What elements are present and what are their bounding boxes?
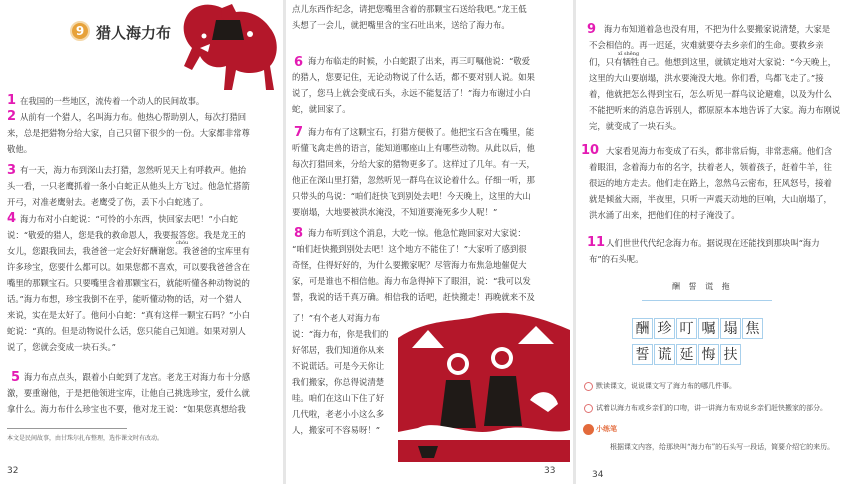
small-practice-text: 根据课文内容，给那块叫“海力布”的石头写一段话，简要介绍它的来历。 <box>610 443 835 451</box>
text-line: 来，总是把猎物分给大家，自己只留下很少的一份。大家都非常尊 <box>7 128 250 138</box>
page-32 <box>0 0 283 484</box>
para-number: 4 <box>7 211 17 226</box>
vocab-grid-row-2 <box>632 344 763 365</box>
text-line: 他正在深山里打猎，忽然听见一群鸟在议论着什么。仔细一听，那 <box>292 175 535 185</box>
text-line: 海力布有了这颗宝石，打猎方便极了。他把宝石含在嘴里，能 <box>308 127 535 137</box>
vocab-title: 酬 誓 谎 拖 <box>672 282 733 291</box>
text-line: 誓，我说的话千真万确。相信我的话吧，赶快搬走！再晚就来不及 <box>292 292 535 302</box>
text-line: 只带头的鸟说：“咱们赶快飞到别处去吧！今天晚上，这里的大山 <box>292 191 531 201</box>
text-line: 们，只有牺牲自己。他想到这里，就镇定地对大家说：“今天晚上， <box>589 57 837 67</box>
text-line: 说：“海力布，你是我们的 <box>292 329 389 339</box>
ruby-annotation: chóu <box>176 240 189 246</box>
text-line: 来说，实在是太好了。他问小白蛇：“真有这样一颗宝石吗？”小白 <box>7 310 251 320</box>
text-line: 着眼泪，念着海力布的名字，扶着老人，领着孩子，赶着牛羊，往 <box>589 162 832 172</box>
small-practice-label: 小练笔 <box>596 424 617 433</box>
vocab-char: 扶 <box>720 344 741 365</box>
pencil-icon <box>583 424 594 435</box>
page-34 <box>576 0 860 484</box>
text-line: 女儿，您跟我回去，我爸爸一定会好好酬谢您。我爸爸的宝库里有 <box>7 246 250 256</box>
text-line: 海力布点点头，跟着小白蛇到了龙宫。老龙王对海力布十分感 <box>24 372 251 382</box>
text-line: 不说谎话。可是今天你让 <box>292 361 385 371</box>
text-line: 要崩塌，大地要被洪水淹没，不知道要淹死多少人呢！” <box>292 207 498 217</box>
text-line: 点儿东西作纪念，请把您嘴里含着的那颗宝石送给我吧。”龙王低 <box>292 4 527 14</box>
text-line: 了！”有个老人对海力布 <box>292 313 381 323</box>
text-line: 人们世世代代纪念海力布。据说现在还能找到那块叫“海力 <box>606 238 820 248</box>
text-line: 在我国的一些地区，流传着一个动人的民间故事。 <box>20 96 205 106</box>
text-line: “咱们赶快搬到别处去吧！这个地方不能住了！”大家听了感到很 <box>292 244 527 254</box>
text-line: 从前有一个猎人，名叫海力布。他热心帮助别人，每次打猎回 <box>20 112 247 122</box>
page-number: 32 <box>7 466 19 476</box>
text-line: 敬他。 <box>7 144 33 154</box>
text-line: 说：“敬爱的猎人，您是我的救命恩人，我要报答您。我是龙王的 <box>7 230 246 240</box>
text-line: 家，可是谁也不相信他。海力布急得掉下了眼泪，说：“我可以发 <box>292 276 531 286</box>
page-number: 33 <box>544 466 556 476</box>
para-number: 2 <box>7 109 17 124</box>
text-line: 海力布知道着急也没有用，不把为什么要搬家说清楚，大家是 <box>604 24 831 34</box>
text-line: 激，要重谢他，于是把他领进宝库，让他自己挑选珍宝，爱什么就 <box>7 388 250 398</box>
para-number: 9 <box>587 22 597 37</box>
horse-rider-illustration <box>170 0 283 92</box>
para-number: 11 <box>587 235 606 250</box>
lesson-title: 猎人海力布 <box>96 24 172 42</box>
text-line: 着，他就把怎么得到宝石，怎么听见一群鸟议论避难，以及为什么 <box>589 89 832 99</box>
vocab-char: 塌 <box>720 318 741 339</box>
text-line: 许多珍宝，您要什么都可以。如果您都不喜欢，可以要我爸爸含在 <box>7 262 250 272</box>
vocab-char: 珍 <box>654 318 675 339</box>
para-number: 3 <box>7 163 17 178</box>
text-line: 有一天，海力布到深山去打猎，忽然听见天上有呼救声。他抬 <box>20 165 247 175</box>
text-line: 我们搬家，你总得说清楚 <box>292 377 385 387</box>
exercise-bullet-icon <box>584 404 593 413</box>
villagers-illustration <box>398 308 570 462</box>
text-line: 不会相信的。再一迟延，灾难就要夺去乡亲们的生命。要救乡亲 <box>589 40 824 50</box>
text-line: 的猎人，您要记住，无论动物说了什么话，都不要对别人说。如果 <box>292 72 535 82</box>
text-line: 洪水涌了出来，把他们住的村子淹没了。 <box>589 210 740 220</box>
text-line: 很远的地方走去。他们走在路上，忽然乌云密布，狂风怒号，接着 <box>589 178 832 188</box>
para-number: 1 <box>7 93 17 108</box>
text-line: 几代啦，老老小小这么多 <box>292 409 385 419</box>
vocab-divider <box>642 300 772 301</box>
text-line: 布”的石头呢。 <box>589 254 644 264</box>
text-line: 海力布对小白蛇说：“可怜的小东西，快回家去吧！”小白蛇 <box>20 214 238 224</box>
text-line: 说了，您就会变成一块石头。” <box>7 342 116 352</box>
text-line: 开弓，对准老鹰射去。老鹰受了伤，丢下小白蛇逃了。 <box>7 197 208 207</box>
ruby-annotation: xī shēng <box>618 51 640 57</box>
exercise-text: 试着以海力布或乡亲们的口吻，讲一讲海力布劝说乡亲们赶快搬家的部分。 <box>596 404 827 412</box>
para-number: 6 <box>294 55 304 70</box>
para-number: 10 <box>581 143 600 158</box>
text-line: 哇。咱们在这山下住了好 <box>292 393 385 403</box>
text-line: 拿什么。海力布什么珍宝也不要，他对龙王说：“如果您真想给我 <box>7 404 246 414</box>
text-line: 海力布听到这个消息，大吃一惊。他急忙跑回家对大家说： <box>308 228 526 238</box>
page-33 <box>286 0 573 484</box>
text-line: 听懂飞禽走兽的语言，能知道哪座山上有哪些动物。从此以后，他 <box>292 143 535 153</box>
vocab-char: 誓 <box>632 344 653 365</box>
text-line: 头想了一会儿，就把嘴里含的宝石吐出来，送给了海力布。 <box>292 20 510 30</box>
text-line: 蛇说：“真的。但是动物说什么话，您只能自己知道。如果对别人 <box>7 326 246 336</box>
text-line: 不能把听来的消息告诉别人，都原原本本地告诉了大家。海力布刚说 <box>589 105 841 115</box>
text-line: 奇怪，住得好好的，为什么要搬家呢？尽管海力布焦急地催促大 <box>292 260 527 270</box>
footnote: 本文是民间故事，由甘珠尔扎布整理，选作课文时有改动。 <box>7 435 164 442</box>
para-number: 8 <box>294 226 304 241</box>
vocab-grid-row-1 <box>632 318 763 339</box>
text-line: 大家看见海力布变成了石头，都非常后悔，非常悲痛。他们含 <box>606 146 833 156</box>
text-line: 海力布临走的时候，小白蛇跟了出来，再三叮嘱他说：“敬爱 <box>308 56 531 66</box>
text-line: 头一看，一只老鹰抓着一条小白蛇正从他头上方飞过。他急忙搭箭 <box>7 181 250 191</box>
text-line: 嘴里的那颗宝石。只要嘴里含着那颗宝石，就能听懂各种动物说的 <box>7 278 250 288</box>
vocab-char: 谎 <box>654 344 675 365</box>
vocab-char: 延 <box>676 344 697 365</box>
exercise-text: 默读课文，说说课文写了海力布的哪几件事。 <box>596 382 736 390</box>
text-line: 话。”海力布想，珍宝我倒不在乎，能听懂动物的话，对一个猎人 <box>7 294 242 304</box>
vocab-char: 叮 <box>676 318 697 339</box>
vocab-char: 焦 <box>742 318 763 339</box>
vocab-char: 酬 <box>632 318 653 339</box>
exercise-bullet-icon <box>584 382 593 391</box>
vocab-char: 嘱 <box>698 318 719 339</box>
para-number: 7 <box>294 125 304 140</box>
page-number: 34 <box>592 470 604 480</box>
text-line: 说了，您马上就会变成石头，永远不能复活了！”海力布谢过小白 <box>292 88 531 98</box>
footnote-divider <box>7 428 127 429</box>
text-line: 好邻居，我们知道你从来 <box>292 345 385 355</box>
lesson-badge: 9 <box>70 21 90 41</box>
text-line: 蛇，就回家了。 <box>292 104 351 114</box>
text-line: 完，就变成了一块石头。 <box>589 121 682 131</box>
vocab-char: 悔 <box>698 344 719 365</box>
text-line: 每次打猎回来，分给大家的猎物更多了。这样过了几年。有一天， <box>292 159 535 169</box>
text-line: 人，搬家可不容易呀！” <box>292 425 381 435</box>
text-line: 这里的大山要崩塌，洪水要淹没大地。你们看，鸟都飞走了。”接 <box>589 73 824 83</box>
para-number: 5 <box>11 370 21 385</box>
text-line: 就是倾盆大雨，半夜里，只听一声震天动地的巨响，大山崩塌了， <box>589 194 832 204</box>
